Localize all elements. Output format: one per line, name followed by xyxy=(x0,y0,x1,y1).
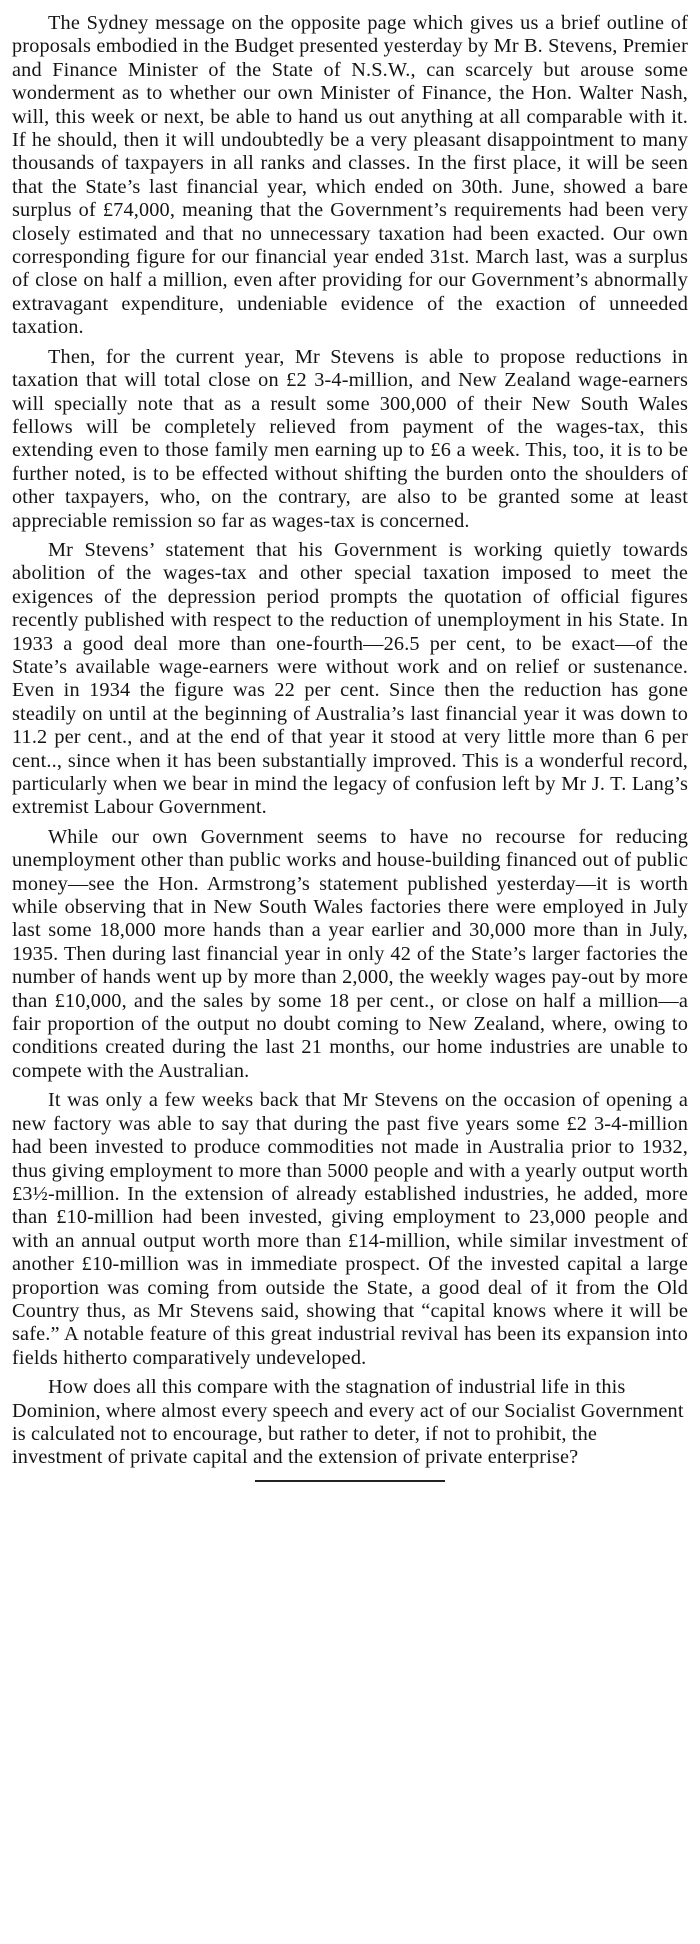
paragraph-tax-reductions: Then, for the current year, Mr Stevens is able to propose reductions in taxation that will total close on £2 3-4-million, and New Zealand wage-earners will specially note that as a result some 300,000 of their New South Wales fellows will be completely relieved from payment of the wages-tax, this extending even to those family men earning up to £6 a week. This, too, it is to be further noted, is to be effected without shifting the burden onto the shoulders of other taxpayers, who, on the contrary, are also to be granted some at least appreciable remission so far as wages-tax is concerned. xyxy=(12,345,688,532)
paragraph-factory-employment: While our own Government seems to have no recourse for reducing unemployment other than public works and house-building financed out of public money—see the Hon. Armstrong’s statement published yesterday—it is worth while observing that in New South Wales factories there were employed in July last some 18,000 more hands than a year earlier and 30,000 more than in July, 1935. Then during last financial year in only 42 of the State’s larger factories the number of hands went up by more than 2,000, the weekly wages pay-out by more than £10,000, and the sales by some 18 per cent., or close on half a million—a fair proportion of the output no doubt coming to New Zealand, where, owing to conditions created during the last 21 months, our home industries are unable to compete with the Australian. xyxy=(12,825,688,1082)
paragraph-unemployment-figures: Mr Stevens’ statement that his Government is working quietly towards abolition of the wages-tax and other special taxation imposed to meet the exigences of the depression period prompts the quotation of official figures recently published with respect to the reduction of unemployment in his State. In 1933 a good deal more than one-fourth—26.5 per cent, to be exact—of the State’s available wage-earners were without work and on relief or sustenance. Even in 1934 the figure was 22 per cent. Since then the reduction has gone steadily on until at the beginning of Australia’s last financial year it was down to 11.2 per cent., and at the end of that year it stood at very little more than 6 per cent.., since when it has been substantially improved. This is a wonderful record, particularly when we bear in mind the legacy of confusion left by Mr J. T. Lang’s extremist Labour Government. xyxy=(12,538,688,819)
end-rule-divider xyxy=(255,1480,445,1482)
paragraph-closing-question: How does all this compare with the stagnation of industrial life in this Dominion, where almost every speech and every act of our Socialist Government is calculated not to encourage, but rather to deter, if not to prohibit, the investment of private capital and the extension of private enterprise? xyxy=(12,1376,684,1469)
paragraph-budget-comparison: The Sydney message on the opposite page which gives us a brief outline of proposals embodied in the Budget presented yesterday by Mr B. Stevens, Premier and Finance Minister of the State of N.S.W., can scarcely but arouse some wonderment as to whether our own Minister of Finance, the Hon. Walter Nash, will, this week or next, be able to hand us out anything at all comparable with it. If he should, then it will undoubtedly be a very pleasant disappointment to many thousands of taxpayers in all ranks and classes. In the first place, it will be seen that the State’s last financial year, which ended on 30th. June, showed a bare surplus of £74,000, meaning that the Government’s requirements had been very closely estimated and that no unnecessary taxation had been exacted. Our own corresponding figure for our financial year ended 31st. March last, was a surplus of close on half a million, even after providing for our Government’s abnormally extravagant expenditure, undeniable evidence of the exaction of unneeded taxation. xyxy=(12,12,688,339)
paragraph-industrial-investment: It was only a few weeks back that Mr Stevens on the occasion of opening a new factory was able to say that during the past five years some £2 3-4-million had been invested to produce commodities not made in Australia prior to 1932, thus giving employment to more than 5000 people and with a yearly output worth £3½-million. In the extension of already established industries, he added, more than £10-million had been invested, giving employment to 23,000 people and with an annual output worth more than £14-million, while similar investment of another £10-million was in immediate prospect. Of the invested capital a large proportion was coming from outside the State, a good deal of it from the Old Country thus, as Mr Stevens said, showing that “capital knows where it will be safe.” A notable feature of this great industrial revival has been its expansion into fields hitherto comparatively undeveloped. xyxy=(12,1089,688,1369)
